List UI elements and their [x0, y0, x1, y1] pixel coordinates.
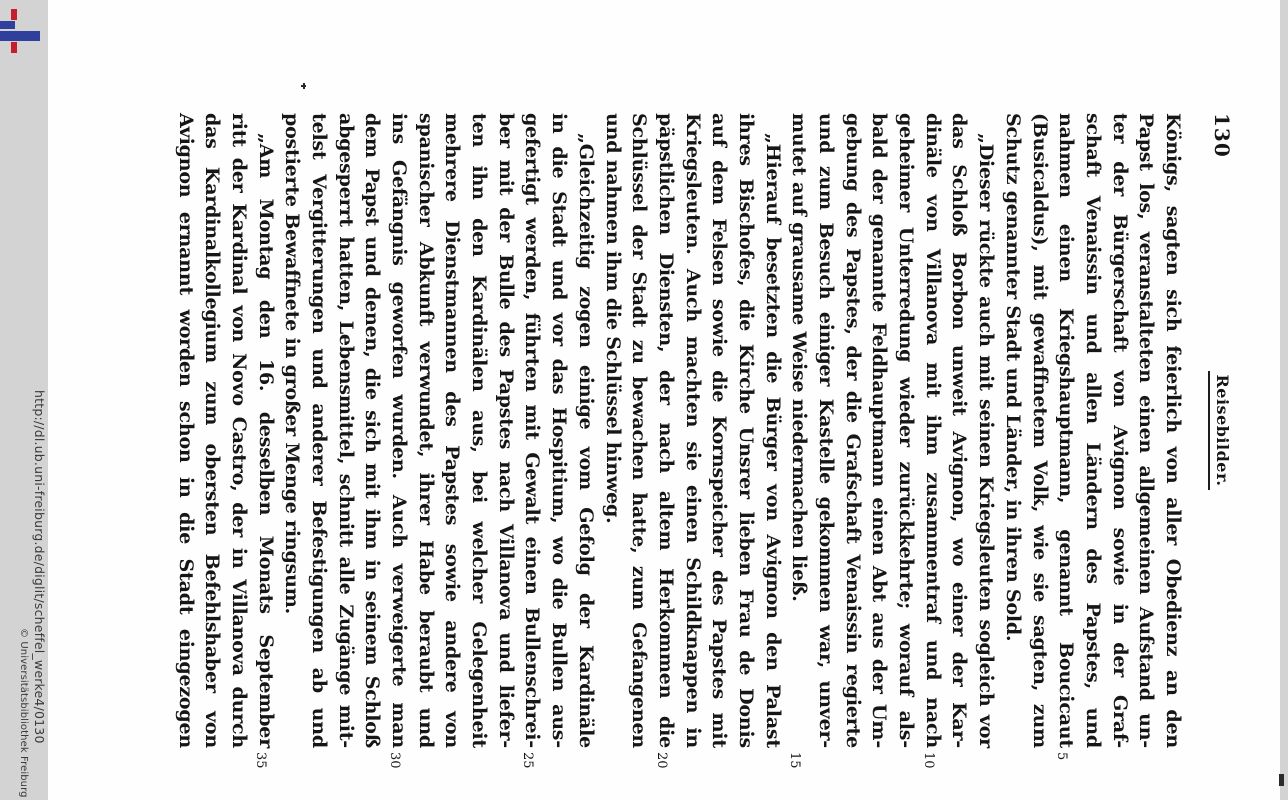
margin-line-number: 15 [787, 752, 803, 769]
body-text [172, 113, 1186, 769]
text-line: Kriegsleuten. Auch machten sie einen Schildknappen in [681, 113, 704, 748]
text-line: das Kardinalkollegium zum obersten Befehlshaber von [201, 113, 224, 748]
text-line: und nahmen ihm die Schlüssel hinweg. [601, 113, 624, 524]
text-line: in die Stadt und vor das Hospitium, wo die Bullen aus- [548, 113, 571, 748]
text-line: auf dem Felsen sowie die Kornspeicher des Papstes mit [708, 113, 731, 748]
margin-line-number: 35 [253, 752, 269, 769]
text-line: und zum Besuch einiger Kastelle gekommen war, unver- [815, 113, 838, 748]
logo-red-square-top [11, 9, 17, 20]
text-line: Avignon ernannt worden schon in die Stadt eingezogen [174, 113, 197, 748]
text-line: dem Papst und denen, die sich mit ihm in seinem Schloß [361, 113, 384, 748]
margin-line-number: 30 [386, 752, 402, 769]
text-line: päpstlichen Diensten, der nach altem Herkommen die [654, 113, 677, 748]
text-line: telst Vergitterungen und anderer Befestigungen ab und [308, 113, 330, 748]
text-line: geheimer Unterredung wieder zurückkehrte; worauf als- [895, 113, 918, 748]
logo-red-square-bottom [11, 42, 17, 53]
text-line: (Busicaldus), mit gewaffnetem Volk, wie sie sagten, zum [1028, 113, 1051, 748]
logo-blue-bar-long [0, 31, 40, 41]
text-line: nahmen einen Kriegshauptmann, genannt Boucicaut [1055, 113, 1078, 748]
text-line: mutet auf grausame Weise niedermachen ließ. [788, 113, 811, 602]
rotated-page-content [48, 0, 1280, 800]
text-line: Schlüssel der Stadt zu bewachen hatte, zum Gefangenen [628, 113, 651, 748]
text-line: ritt der Kardinal von Novo Castro, der in Villanova durch [227, 113, 250, 748]
text-line: Schutz genannter Stadt und Länder, in ihren Sold. [1001, 113, 1024, 642]
scan-speck-artifact [303, 83, 305, 89]
text-line: Papst los, veranstalteten einen allgemeinen Aufstand un- [1135, 113, 1158, 748]
page-number: 130 [1210, 113, 1234, 158]
text-line: ins Gefängnis geworfen wurden. Auch verweigerte man [388, 113, 411, 748]
text-line: „Dieser rückte auch mit seinen Kriegsleuten sogleich vor [975, 133, 998, 748]
text-line: bald der genannte Feldhauptmann einen Abt aus der Um- [868, 113, 891, 748]
text-line: Königs, sagten sich feierlich von aller Obedienz an den [1162, 113, 1184, 748]
text-line: ter der Bürgerschaft von Avignon sowie in der Graf- [1108, 113, 1131, 748]
logo-blue-bar-short [0, 21, 15, 29]
text-line: das Schloß Borbon unweit Avignon, wo einer der Kar- [948, 113, 971, 748]
text-line: dinäle von Villanova mit ihm zusammentraf und nach [921, 113, 944, 748]
margin-line-number: 25 [520, 752, 536, 769]
text-line: ber mit der Bulle des Papstes nach Villanova und liefer- [494, 113, 517, 748]
scan-edge-artifact [1279, 774, 1284, 786]
text-line: postierte Bewaffnete in großer Menge ringsum. [281, 113, 304, 615]
text-line: ihres Bischofes, die Kirche Unsrer lieben Frau de Donis [735, 113, 757, 748]
text-line: mehrere Dienstmannen des Papstes sowie andere von [441, 113, 464, 748]
page-header [1206, 113, 1240, 748]
text-line: „Gleichzeitig zogen einige vom Gefolg der Kardinäle [574, 133, 597, 748]
text-line: abgesperrt hatten, Lebensmittel, schnitt alle Zugänge mit- [334, 113, 357, 748]
copyright-caption: © Universitätsbibliothek Freiburg [18, 628, 29, 798]
margin-line-number: 5 [1054, 752, 1070, 761]
text-line: ten ihn den Kardinälen aus, bei welcher Gelegenheit [468, 113, 491, 748]
margin-line-number: 20 [653, 752, 669, 769]
text-line: gefertigt werden, führten mit Gewalt einen Bullenschrei- [521, 113, 544, 748]
text-line: „Am Montag den 16. desselben Monats September [254, 133, 277, 748]
source-url-caption: http://dl.ub.uni-freiburg.de/diglit/scheffel_werke4/0130 [32, 390, 47, 744]
text-line: schaft Venaissin und allen Ländern des Papstes, und [1081, 113, 1104, 748]
running-head [1208, 113, 1232, 748]
running-head-label: Reisebilder. [1208, 371, 1232, 491]
text-line: gebung des Papstes, der die Grafschaft Venaissin regierte [841, 113, 864, 748]
text-line: spanischer Abkunft verwundet, ihrer Habe beraubt und [414, 113, 437, 748]
ub-freiburg-logo-icon [0, 0, 48, 60]
text-line: „Hierauf besetzten die Bürger von Avignon den Palast [761, 133, 784, 748]
scanned-paper [48, 0, 1280, 800]
margin-line-number: 10 [920, 752, 936, 769]
